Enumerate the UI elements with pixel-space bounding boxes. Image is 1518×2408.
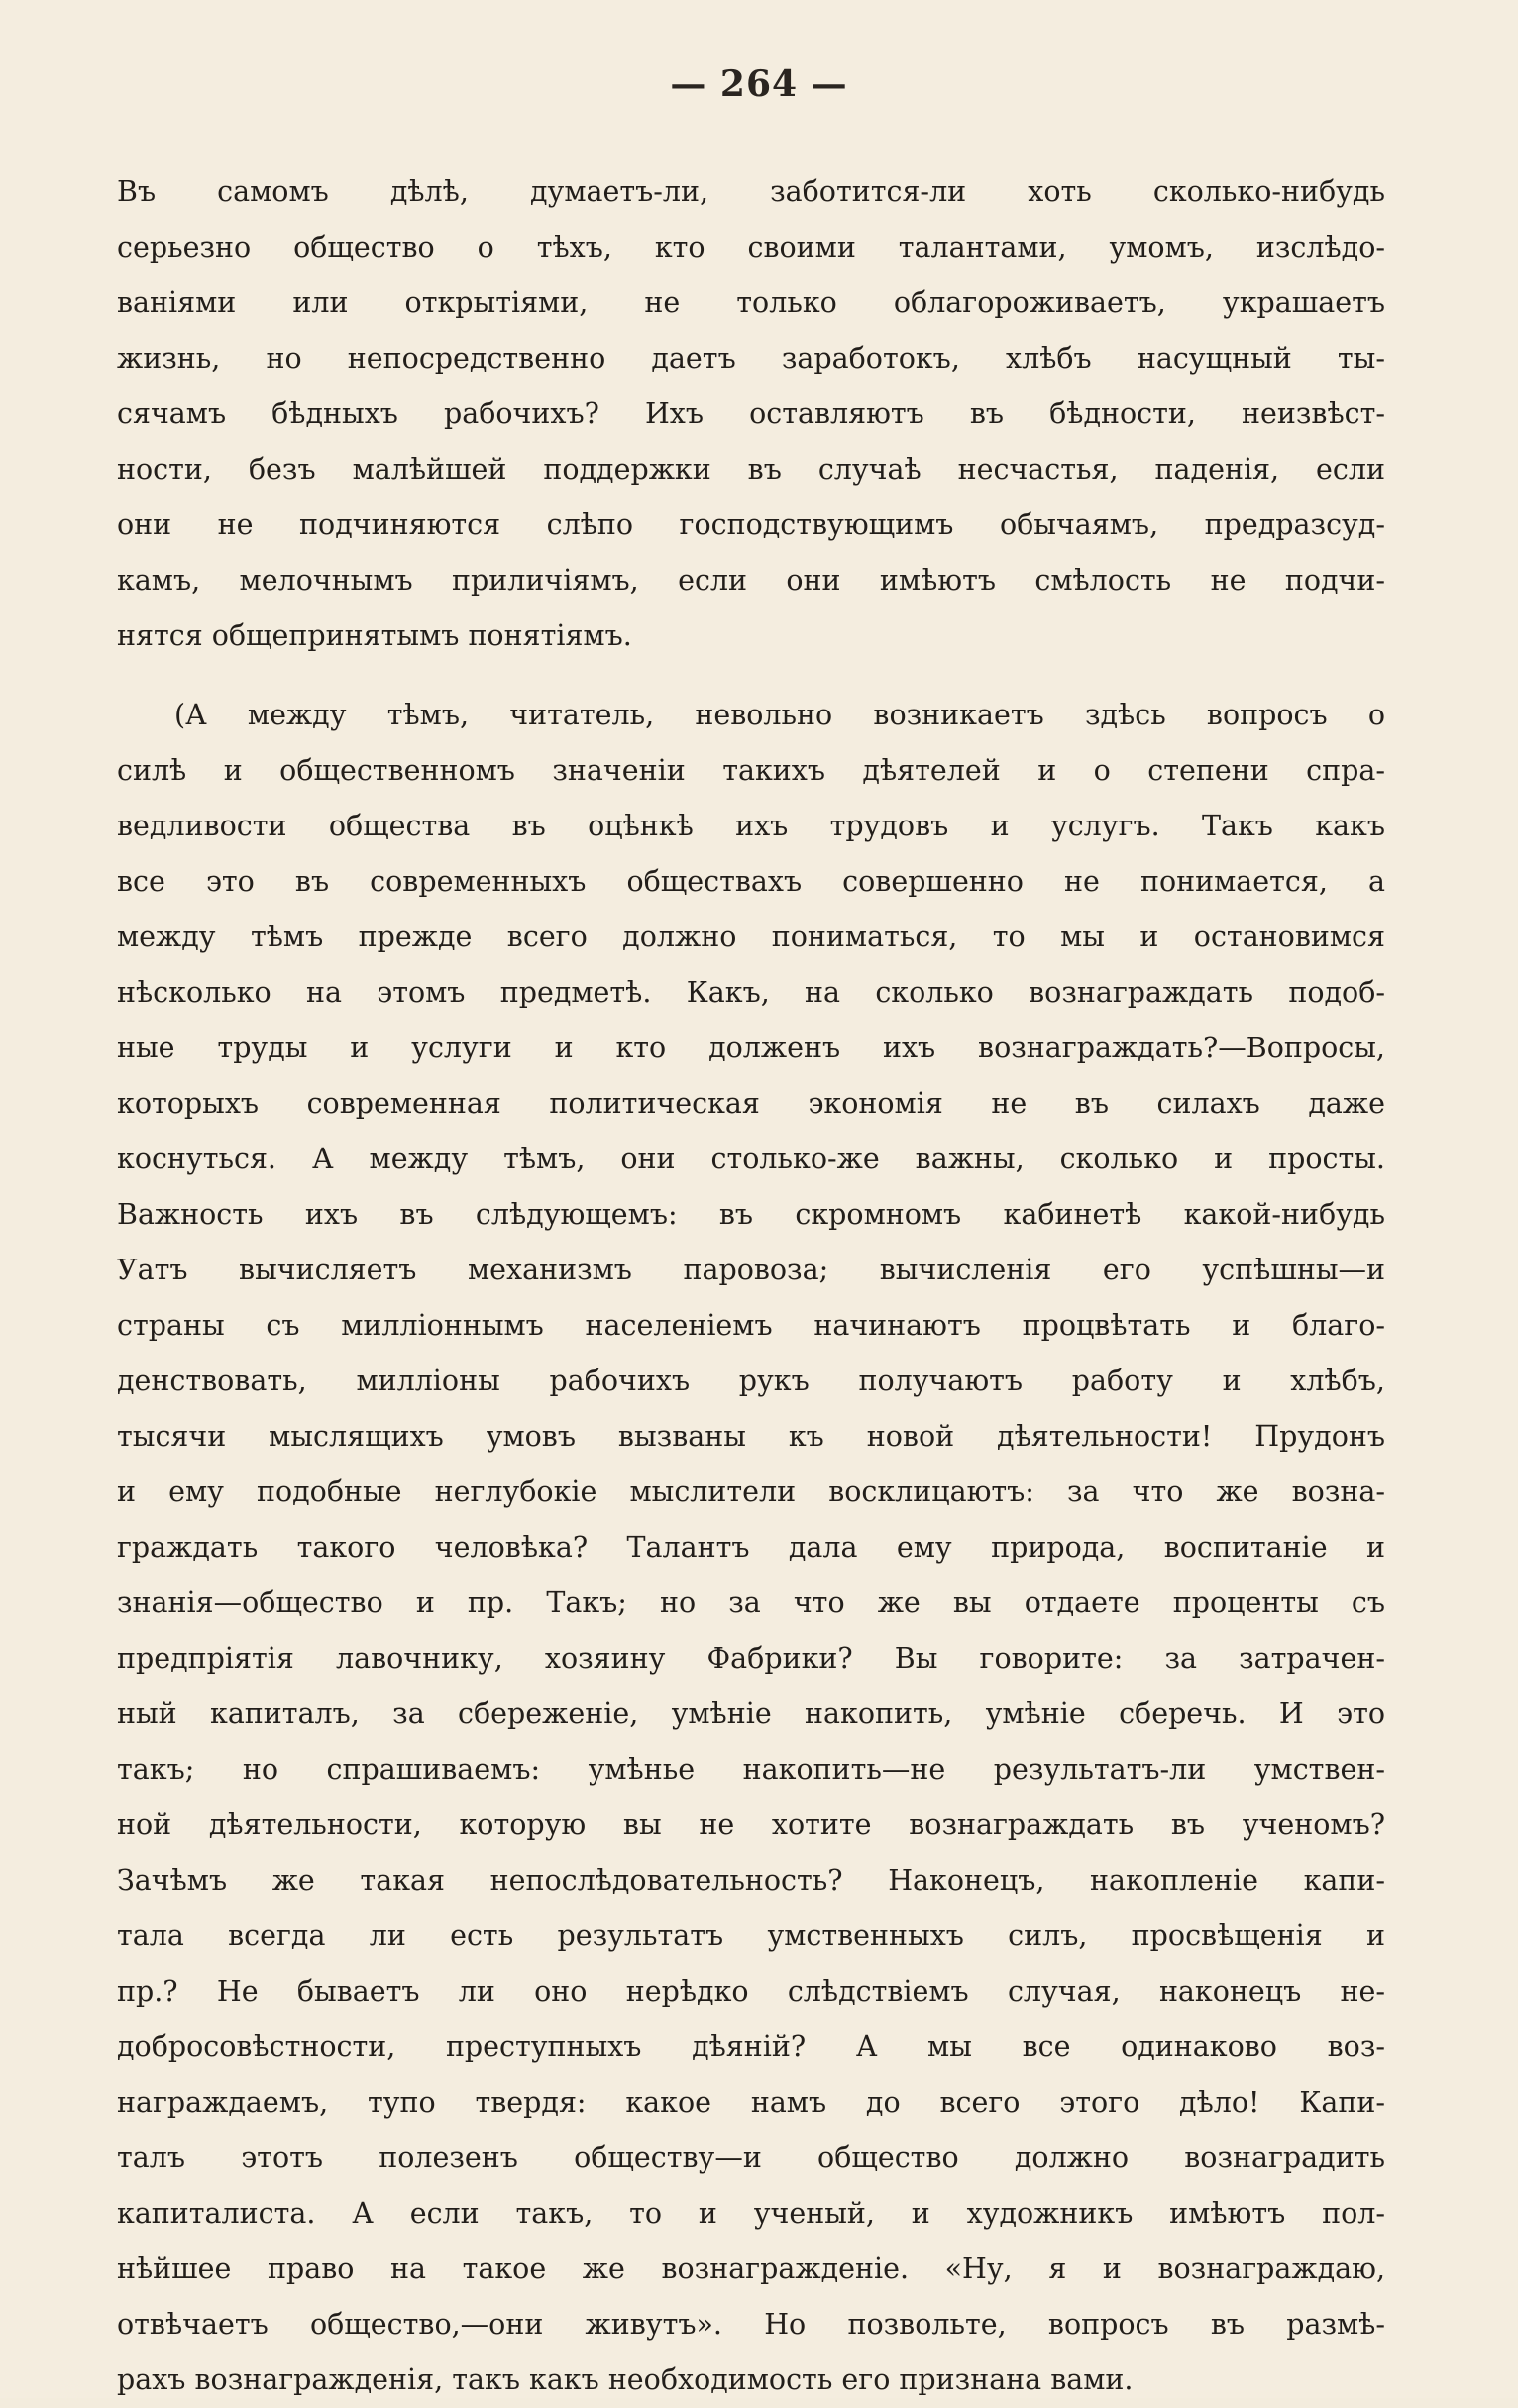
text-line: нѣйшее право на такое же вознагражденіе. «Ну, я и вознаграждаю,: [117, 2252, 1385, 2285]
page-number: — 264 —: [670, 63, 848, 105]
body-text: [117, 164, 1385, 2408]
text-line: ные труды и услуги и кто долженъ ихъ вознаграждать?—Вопросы,: [117, 1032, 1385, 1064]
text-line: знанія—общество и пр. Такъ; но за что же вы отдаете проценты съ: [117, 1587, 1385, 1619]
text-line: нятся общепринятымъ понятіямъ.: [117, 619, 632, 652]
text-line: Въ самомъ дѣлѣ, думаетъ-ли, заботится-ли хоть сколько-нибудь: [117, 175, 1385, 208]
text-line: добросовѣстности, преступныхъ дѣяній? А мы все одинаково воз-: [117, 2030, 1385, 2063]
text-line: нѣсколько на этомъ предметѣ. Какъ, на сколько вознаграждать подоб-: [117, 976, 1385, 1009]
text-line: и ему подобные неглубокіе мыслители восклицаютъ: за что же возна-: [117, 1476, 1385, 1508]
text-line: силѣ и общественномъ значеніи такихъ дѣятелей и о степени спра-: [117, 754, 1385, 787]
text-line: коснуться. А между тѣмъ, они столько-же важны, сколько и просты.: [117, 1143, 1385, 1175]
text-line: жизнь, но непосредственно даетъ заработокъ, хлѣбъ насущный ты-: [117, 342, 1385, 375]
text-line: денствовать, милліоны рабочихъ рукъ получаютъ работу и хлѣбъ,: [117, 1365, 1385, 1397]
text-line: все это въ современныхъ обществахъ совершенно не понимается, а: [117, 865, 1385, 898]
text-line: тысячи мыслящихъ умовъ вызваны къ новой дѣятельности! Прудонъ: [117, 1420, 1385, 1453]
text-line: ной дѣятельности, которую вы не хотите вознаграждать въ ученомъ?: [117, 1808, 1385, 1841]
text-line: рахъ вознагражденія, такъ какъ необходимость его признана вами.: [117, 2363, 1134, 2396]
text-line: талъ этотъ полезенъ обществу—и общество должно вознаградить: [117, 2141, 1385, 2174]
text-line: предпріятія лавочнику, хозяину Фабрики? Вы говорите: за затрачен-: [117, 1642, 1385, 1675]
text-line: (А между тѣмъ, читатель, невольно возникаетъ здѣсь вопросъ о: [174, 699, 1385, 731]
text-line: Уатъ вычисляетъ механизмъ паровоза; вычисленія его успѣшны—и: [117, 1254, 1385, 1286]
text-line: награждаемъ, тупо твердя: какое намъ до всего этого дѣло! Капи-: [117, 2086, 1385, 2119]
text-line: сячамъ бѣдныхъ рабочихъ? Ихъ оставляютъ въ бѣдности, неизвѣст-: [117, 397, 1385, 430]
text-line: тала всегда ли есть результатъ умственныхъ силъ, просвѣщенія и: [117, 1919, 1385, 1952]
paragraph-2: [117, 688, 1385, 2408]
text-line: ный капиталъ, за сбереженіе, умѣніе накопить, умѣніе сберечь. И это: [117, 1697, 1385, 1730]
text-line: капиталиста. А если такъ, то и ученый, и художникъ имѣютъ пол-: [117, 2197, 1385, 2230]
text-line: серьезно общество о тѣхъ, кто своими талантами, умомъ, изслѣдо-: [117, 231, 1385, 264]
text-line: граждать такого человѣка? Талантъ дала ему природа, воспитаніе и: [117, 1531, 1385, 1564]
text-line: ности, безъ малѣйшей поддержки въ случаѣ несчастья, паденія, если: [117, 453, 1385, 486]
text-line: такъ; но спрашиваемъ: умѣнье накопить—не результатъ-ли умствен-: [117, 1753, 1385, 1786]
paragraph-1: [117, 164, 1385, 664]
text-line: Важность ихъ въ слѣдующемъ: въ скромномъ кабинетѣ какой-нибудь: [117, 1198, 1385, 1231]
text-line: между тѣмъ прежде всего должно пониматься, то мы и остановимся: [117, 921, 1385, 953]
text-line: которыхъ современная политическая экономія не въ силахъ даже: [117, 1087, 1385, 1120]
text-line: ведливости общества въ оцѣнкѣ ихъ трудовъ и услугъ. Такъ какъ: [117, 810, 1385, 842]
text-line: отвѣчаетъ общество,—они живутъ». Но позвольте, вопросъ въ размѣ-: [117, 2308, 1385, 2341]
text-line: ваніями или открытіями, не только облагороживаетъ, украшаетъ: [117, 286, 1385, 319]
text-line: камъ, мелочнымъ приличіямъ, если они имѣютъ смѣлость не подчи-: [117, 564, 1385, 597]
text-line: Зачѣмъ же такая непослѣдовательность? Наконецъ, накопленіе капи-: [117, 1864, 1385, 1897]
paragraph-gap: [117, 664, 1385, 688]
text-line: они не подчиняются слѣпо господствующимъ обычаямъ, предразсуд-: [117, 508, 1385, 541]
text-line: пр.? Не бываетъ ли оно нерѣдко слѣдствіемъ случая, наконецъ не-: [117, 1975, 1385, 2008]
text-line: страны съ милліоннымъ населеніемъ начинаютъ процвѣтать и благо-: [117, 1309, 1385, 1342]
